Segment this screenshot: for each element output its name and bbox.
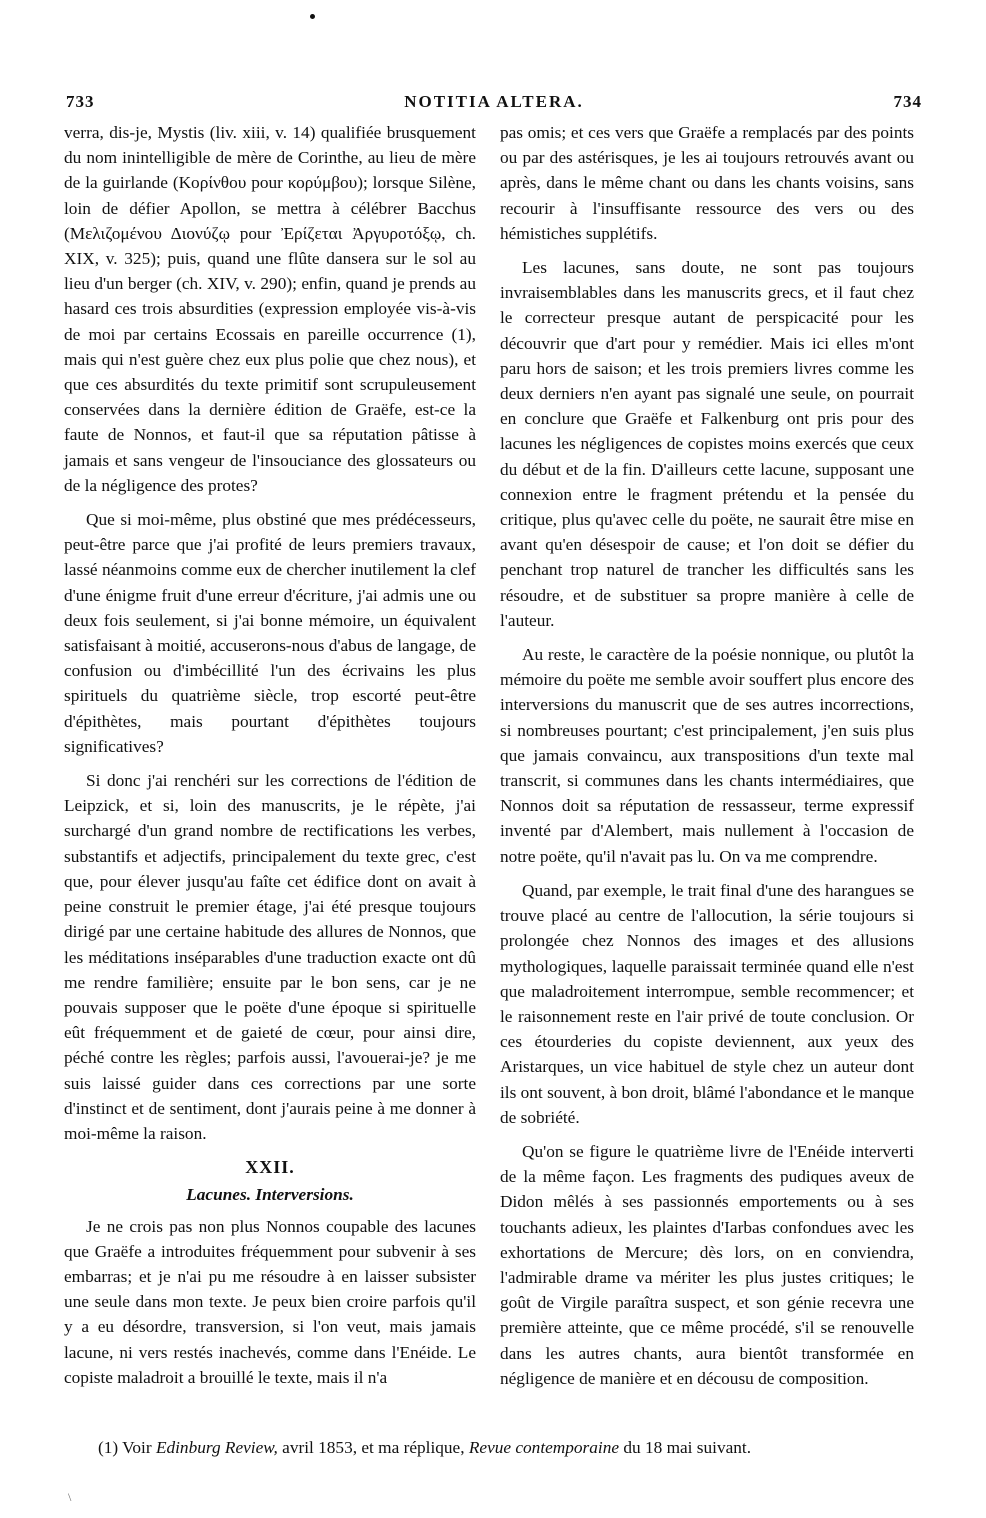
margin-mark: \ [68, 1490, 72, 1504]
footnote-text: Voir [118, 1438, 156, 1457]
paragraph: Que si moi-même, plus obstiné que mes prédécesseurs, peut-être parce que j'ai profité de leurs premiers travaux, lassé néanmoins comme eux de chercher inutilement la clef d'une énigme fruit d'une erreur d'écriture, j'ai admis une ou deux fois seulement, si j'ai bonne mémoire, un équivalent satisfaisant à moitié, accuserons-nous d'abus de langage, de confusion ou d'imbécillité l'un des écrivains les plus spirituels du quatrième siècle, trop escorté peut-être d'épithètes, mais pourtant d'épithètes toujours significatives? [64, 510, 476, 756]
paragraph: Au reste, le caractère de la poésie nonnique, ou plutôt la mémoire du poëte me semble avoir souffert plus encore des interversions du manuscrit que de ses autres incorrections, si nombreuses pourtant; c'est principalement, j'en suis plus que jamais convaincu, aux transpositions d'un texte mal transcrit, si communes dans les chants intermédiaires, que Nonnos doit sa réputation de ressasseur, terme expressif inventé par d'Alembert, mais nullement à l'occasion de notre poëte, qu'il n'avait pas lu. On va me comprendre. [500, 645, 914, 866]
footnote-text: avril 1853, et ma réplique, [277, 1438, 469, 1457]
running-header [66, 92, 922, 118]
running-title: NOTITIA ALTERA. [404, 92, 584, 111]
footnote-marker: (1) [98, 1438, 119, 1457]
paragraph: Les lacunes, sans doute, ne sont pas toujours invraisemblables dans les manuscrits grecs, et il faut chez le correcteur presque autant de perspicacité pour les découvrir que d'art pour y remédier. Mais ici elles m'ont paru hors de saison; et les trois premiers livres comme les deux derniers n'en ayant pas signalé une seule, on pourrait en conclure que Graëfe et Falkenburg ont pris pour des lacunes les négligences de copistes moins exercés que ceux du début et de la fin. D'ailleurs cette lacune, supposant une connexion entre le fragment prétendu et la pensée du critique, plus qu'avec celle du poëte, ne saurait être mise en avant qu'en désespoir de cause; et l'on doit se défier du penchant trop naturel de trancher les difficultés sans les résoudre, et de substituer sa propre manière à celle de l'auteur. [500, 258, 914, 630]
footnote-citation: Revue contemporaine [468, 1438, 620, 1457]
footnote-text: du 18 mai suivant. [619, 1438, 752, 1457]
paragraph: Quand, par exemple, le trait final d'une des harangues se trouve placé au centre de l'allocution, la série toujours si prolongée chez Nonnos des images et des allusions mythologiques, laquelle paraissait terminée quand elle n'est que maladroitement interrompue, semble recommencer; et le raisonnement reste en l'air privé de toute conclusion. Or ces étourderies du copiste deviennent, aux yeux des Aristarques, un vice habituel de style chez un auteur dont ils ont souvent, à bon droit, blâmé l'abondance et le manque de sobriété. [500, 880, 914, 1127]
paragraph: Si donc j'ai renchéri sur les corrections de l'édition de Leipzick, et si, loin des manuscrits, je le répète, j'ai surchargé d'un grand nombre de rectifications les verbes, substantifs et adjectifs, principalement du texte grec, c'est que, pour élever jusqu'au faîte cet édifice dont on avait à peine construit le premier étage, j'ai été presque toujours dirigé par une certaine habitude des allures de Nonnos, que les méditations inséparables d'une traduction exacte ont dû me rendre familière; ensuite par le bon sens, car je ne pouvais supposer que le poëte d'une époque si spirituelle eût fréquemment et de gaieté de cœur, pour ainsi dire, péché contre les règles; parfois aussi, l'avouerai-je? je me suis laissé guider dans ces corrections par une sorte d'instinct et de sentiment, dont j'aurais peine à me donner à moi-même la raison. [64, 771, 476, 1143]
left-column [64, 120, 476, 1399]
section-number: XXII. [245, 1157, 295, 1178]
right-column [500, 120, 914, 1400]
page-number-left: 733 [66, 92, 95, 111]
paragraph: verra, dis-je, Mystis (liv. xiii, v. 14) qualifiée brusquement du nom inintelligible de mère de Corinthe, au lieu de mère de la guirlande (Κορίνθου pour κορύμβου); lorsque Silène, loin de défier Apollon, se mettra à célébrer Bacchus (Μελιζομένου Διονύζῳ pour Ἐρίζεται Ἀργυροτόξῳ, ch. XIX, v. 325); puis, quand une flûte dansera sur le sol au lieu d'un berger (ch. XIV, v. 290); enfin, quand je prends au hasard ces trois absurdities (expression employée vis-à-vis de moi par certains Ecossais en pareille occurrence (1), mais qui n'est guère chez eux plus polie que chez nous), et que ces absurdités du texte primitif sont scrupuleusement conservées dans la dernière édition de Graëfe, est-ce la faute de Nonnos, et faut-il que sa réputation pâtisse à jamais et sans vengeur de l'insouciance des glossateurs ou de la négligence des protes? [64, 123, 476, 495]
ink-dot [310, 14, 315, 19]
paragraph: Je ne crois pas non plus Nonnos coupable des lacunes que Graëfe a introduites fréquemment pour subvenir à ses embarras; et je n'ai pu me résoudre à en laisser subsister une seule dans mon texte. Je peux bien croire parfois qu'il y a eu désordre, transversion, si l'on veut, mais jamais lacune, ni vers restés inachevés, comme dans l'Enéide. Le copiste maladroit a brouillé le texte, mais il n'a [64, 1216, 476, 1387]
page-number-right: 734 [893, 92, 922, 111]
paragraph: Qu'on se figure le quatrième livre de l'Enéide interverti de la même façon. Les fragments des pudiques aveux de Didon mêlés à ses passionnés emportements ou à ses touchants adieux, les plaintes d'Iarbas confondues avec les exhortations de Mercure; dès lors, on en conviendra, l'admirable drame va mériter les plus justes critiques; le goût de Virgile paraîtra suspect, et son génie recevra une première atteinte, que ce même procédé, s'il se renouvelle dans les autres chants, aura bientôt transformée en négligence de manière et en décousu de composition. [500, 1141, 914, 1388]
paragraph: pas omis; et ces vers que Graëfe a remplacés par des points ou par des astérisques, je les ai toujours retrouvés avant ou après, dans le même chant ou dans les chants voisins, sans recourir à l'insuffisante ressource des vers ou des hémistiches supplétifs. [500, 123, 914, 243]
footnote [98, 1436, 918, 1460]
section-title: Lacunes. Interversions. [186, 1185, 354, 1205]
footnote-citation: Edinburg Review, [155, 1438, 278, 1457]
